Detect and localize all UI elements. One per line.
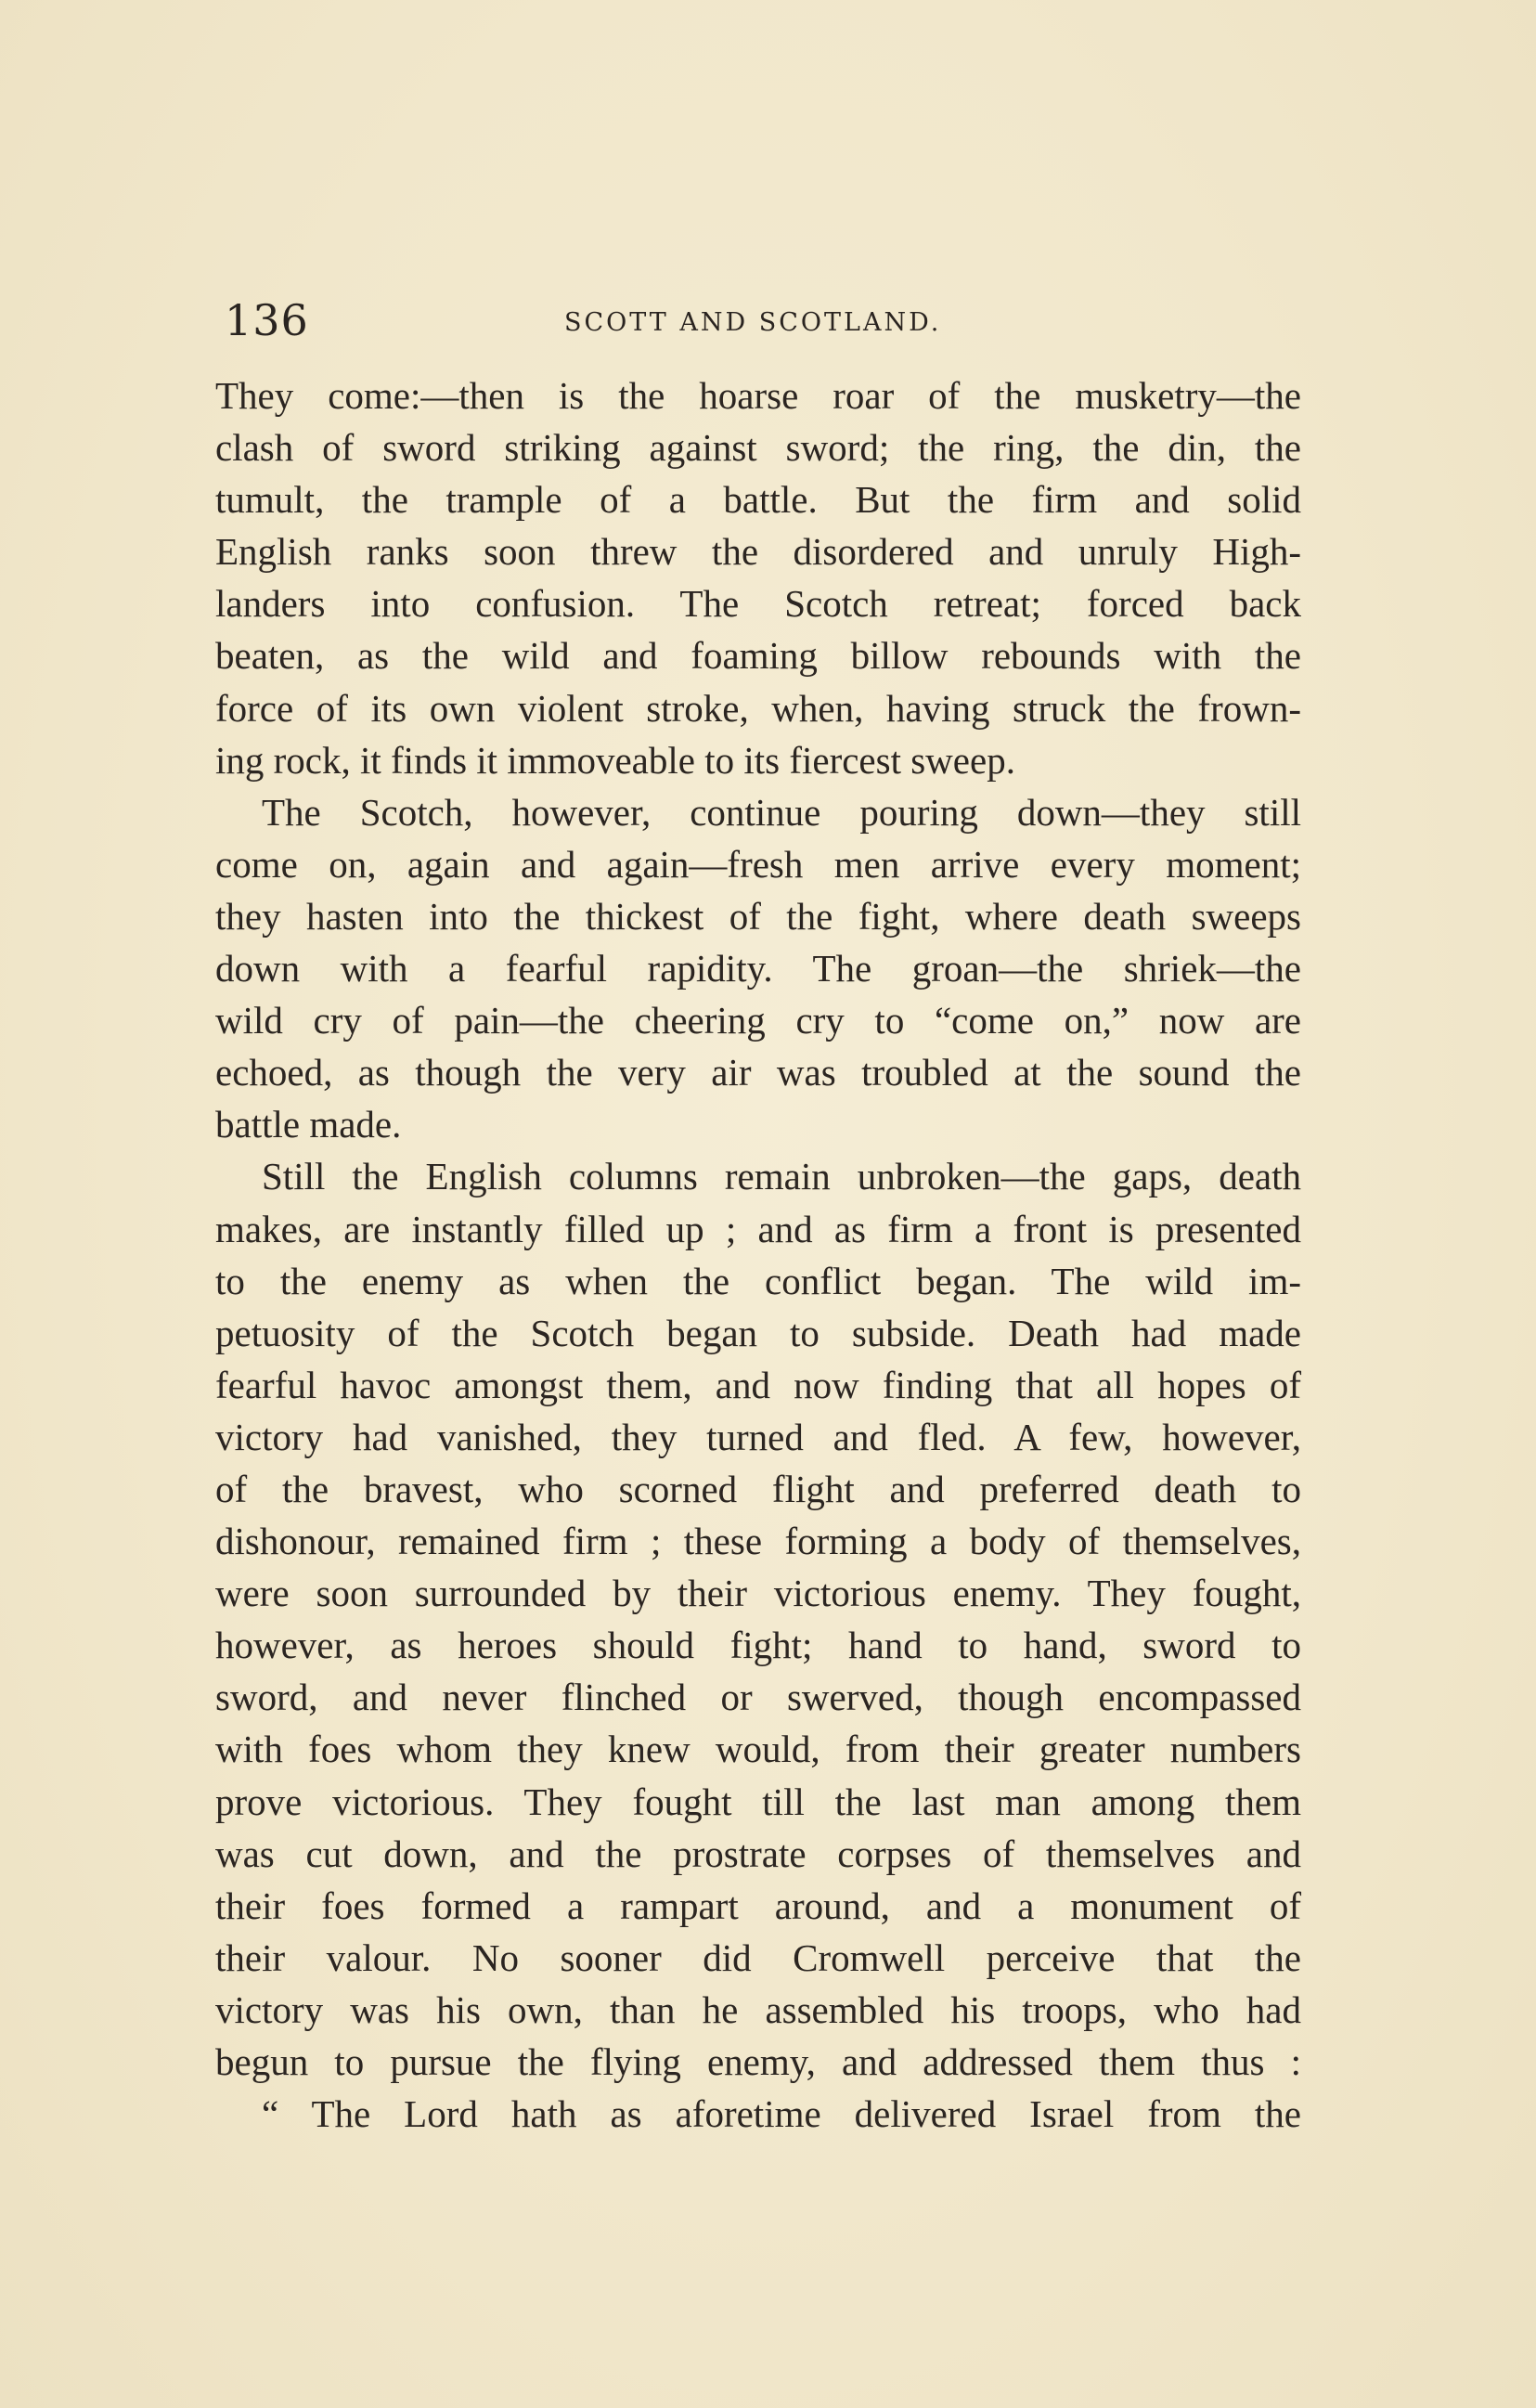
paragraph-first-line: The Scotch, however, continue pouring down—they still bbox=[262, 790, 1301, 834]
text-line: beaten, as the wild and foaming billow rebounds with the bbox=[215, 634, 1301, 678]
text-line: battle made. bbox=[215, 1103, 402, 1146]
text-line: petuosity of the Scotch began to subside. Death had made bbox=[215, 1311, 1301, 1354]
text-line: ing rock, it finds it immoveable to its fiercest sweep. bbox=[215, 738, 1015, 782]
paragraph-first-line: “ The Lord hath as aforetime delivered Israel from the bbox=[262, 2092, 1301, 2136]
text-line: English ranks soon threw the disordered and unruly High- bbox=[215, 530, 1301, 574]
text-line: clash of sword striking against sword; the ring, the din, the bbox=[215, 426, 1301, 470]
text-line: dishonour, remained firm ; these forming a body of themselves, bbox=[215, 1520, 1301, 1563]
text-line: come on, again and again—fresh men arrive every moment; bbox=[215, 842, 1301, 886]
running-head: SCOTT AND SCOTLAND. bbox=[564, 308, 942, 337]
page-number: 136 bbox=[225, 295, 309, 345]
text-line: force of its own violent stroke, when, having struck the frown- bbox=[215, 686, 1301, 730]
text-line: sword, and never flinched or swerved, though encompassed bbox=[215, 1676, 1301, 1719]
text-line: fearful havoc amongst them, and now finding that all hopes of bbox=[215, 1363, 1301, 1406]
text-line: were soon surrounded by their victorious enemy. They fought, bbox=[215, 1572, 1301, 1615]
text-line: was cut down, and the prostrate corpses of themselves and bbox=[215, 1832, 1301, 1875]
text-line: of the bravest, who scorned flight and preferred death to bbox=[215, 1467, 1301, 1510]
text-line: tumult, the trample of a battle. But the firm and solid bbox=[215, 478, 1301, 522]
text-line: echoed, as though the very air was troubled at the sound the bbox=[215, 1051, 1301, 1094]
text-line: They come:—then is the hoarse roar of the musketry—the bbox=[215, 374, 1301, 417]
text-line: however, as heroes should fight; hand to hand, sword to bbox=[215, 1624, 1301, 1667]
body-text bbox=[215, 369, 1301, 2140]
text-line: to the enemy as when the conflict began. The wild im- bbox=[215, 1259, 1301, 1302]
page-header bbox=[215, 295, 1301, 351]
text-line: victory was his own, than he assembled his troops, who had bbox=[215, 1987, 1301, 2031]
text-line: landers into confusion. The Scotch retreat; forced back bbox=[215, 582, 1301, 626]
text-line: their valour. No sooner did Cromwell perceive that the bbox=[215, 1935, 1301, 1979]
text-line: down with a fearful rapidity. The groan—the shriek—the bbox=[215, 947, 1301, 990]
paragraph-first-line: Still the English columns remain unbroken—the gaps, death bbox=[262, 1155, 1301, 1198]
text-line: with foes whom they knew would, from their greater numbers bbox=[215, 1728, 1301, 1771]
text-line: their foes formed a rampart around, and a monument of bbox=[215, 1884, 1301, 1927]
text-line: prove victorious. They fought till the last man among them bbox=[215, 1780, 1301, 1823]
text-line: wild cry of pain—the cheering cry to “come on,” now are bbox=[215, 999, 1301, 1042]
text-line: begun to pursue the flying enemy, and addressed them thus : bbox=[215, 2040, 1301, 2083]
text-line: makes, are instantly filled up ; and as firm a front is presented bbox=[215, 1207, 1301, 1250]
text-line: they hasten into the thickest of the fight, where death sweeps bbox=[215, 894, 1301, 938]
text-line: victory had vanished, they turned and fled. A few, however, bbox=[215, 1415, 1301, 1458]
